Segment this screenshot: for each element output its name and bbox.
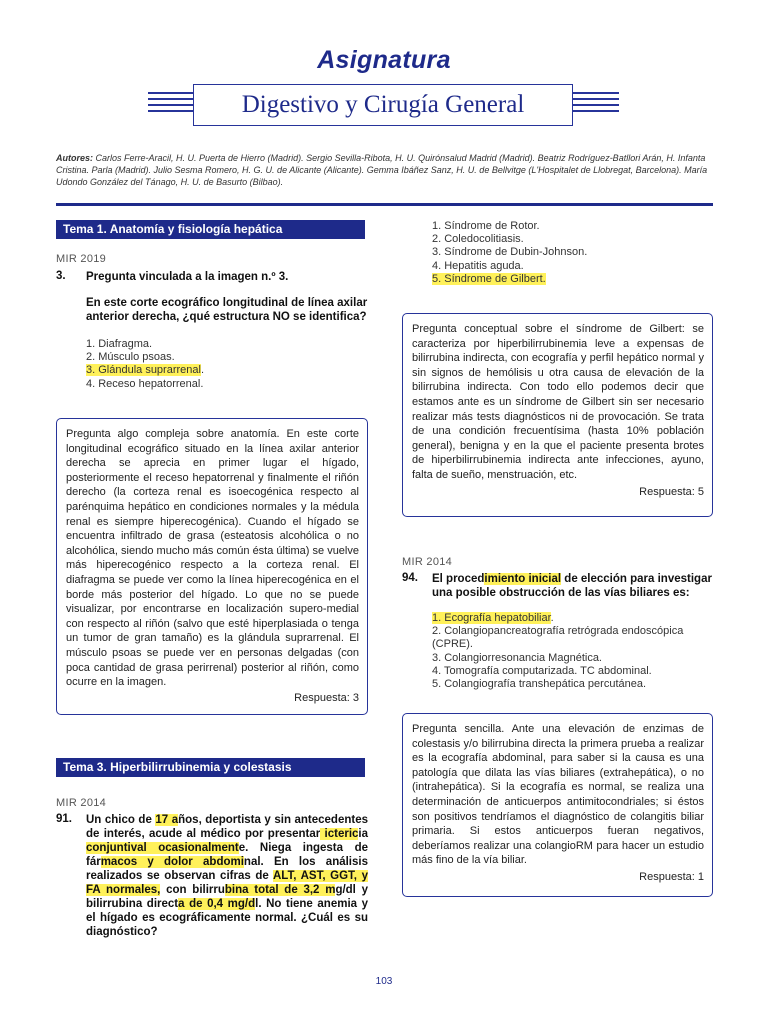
q94-option-1-tail: . (550, 612, 554, 624)
page-number: 103 (375, 976, 393, 987)
q94-answer: Respuesta: 1 (639, 871, 704, 884)
q91-answer: Respuesta: 5 (639, 486, 704, 499)
q91-number: 91. (56, 813, 72, 825)
q3-stem: En este corte ecográfico longitudinal de línea axilar anterior derecha, ¿qué estructura NO se identifica? (86, 297, 368, 323)
q91-source: MIR 2014 (56, 797, 107, 809)
q3-option-3-tail: . (200, 364, 205, 377)
q91-options (432, 220, 712, 286)
q91-explanation: Pregunta conceptual sobre el síndrome de Gilbert: se caracteriza por hiperbilirrubinemia leve a expensas de bilirrubina indirecta, con ecografía y perfil hepático normal y sin signos de hemólisis u otra causa de elevación de la bilirrubina indirecta. Con todo ello podemos decir que estamos ante es un síndrome de Gilbert sin ser necesario realizar más tests diagnósticos ni de provocación. Se trata de una condición frecuentísima (hasta 10% población general), benigna y en la que el paciente presenta brotes de hiperbilirrubinemia indirecta ante infecciones, ayuno, falta de sueño, menstruación, etc. (412, 323, 704, 481)
q94-number: 94. (402, 572, 418, 584)
q94-option-1-highlight: 1. Ecografía hepatobiliar (432, 612, 551, 624)
section-tema3: Tema 3. Hiperbilirrubinemia y colestasis (56, 758, 365, 777)
authors-label: Autores: (56, 153, 94, 163)
q91-option-1: 1. Síndrome de Rotor. (432, 220, 540, 232)
q94-explanation: Pregunta sencilla. Ante una elevación de enzimas de colestasis y/o bilirrubina directa la primera prueba a realizar es la ecografía abdominal, para saber si la causa es una patología que dilata las vías biliares (extrahepática), o no (intrahepática). Si la ecografía es normal, se realiza una determinación de anticuerpos antimitocondriales; si éstos son positivos tendríamos el diagnóstico de colangitis biliar primaria. Si estos anticuerpos fueran negativos, deberíamos realizar una colangioRM para hacer un estudio más fino de la vía biliar. (412, 723, 704, 867)
header-decor-left (148, 92, 196, 118)
q3-explanation: Pregunta algo compleja sobre anatomía. En este corte longitudinal ecográfico situado en la línea axilar anterior derecha se aprecia en primer lugar el hígado, posteriormente el receso hepatorrenal y finalmente el riñón derecho (la corteza renal es isoecogénica respecto al parénquima hepático en condiciones normales y la médula renal es siempre hiperecogénica). Cuando el hígado se encuentra infiltrado de grasa (esteatosis alcohólica o no alcohólica, siendo mucho más común ésta última) se vuelve más hiperecogénico respecto a la corteza renal. El diafragma se puede ver como la línea hiperecogénica en el borde más posterior del hígado. Lo que no se puede visualizar, por encontrarse en localización supero-medial con respecto al riñón (salvo que esté hiperplasiada o tenga un tumor de gran tamaño) es la glándula suprarrenal. El músculo psoas se puede ver en personas delgadas (con poca cantidad de grasa perirrenal) posterior al riñón, como ocurre en la imagen. (66, 428, 359, 689)
q94-option-2: 2. Colangiopancreatografía retrógrada endoscópica (CPRE). (432, 625, 684, 651)
q3-option-2: 2. Músculo psoas. (86, 351, 175, 364)
subject-title-box (193, 84, 573, 126)
authors (56, 152, 716, 188)
q94-options (432, 612, 714, 691)
q91-option-5-highlight: 5. Síndrome de Gilbert. (432, 272, 546, 285)
q91-stem: Un chico de 17 años, deportista y sin antecedentes de interés, acude al médico por presentar ictericia conjuntival ocasionalmente. Niega ingesta de fármacos y dolor abdominal. En los análisis realizados se observan cifras de ALT, AST, GGT, y FA normales, con bilirrubina total de 3,2 mg/dl y bilirrubina directa de 0,4 mg/dl. No tiene anemia y el hígado es ecográficamente normal. ¿Cuál es su diagnóstico? (86, 814, 369, 938)
q3-options (86, 338, 366, 391)
q3-option-4: 4. Receso hepatorrenal. (86, 377, 204, 390)
q3-option-3 (86, 364, 366, 377)
q3-answer: Respuesta: 3 (294, 692, 359, 705)
q91-option-2: 2. Coledocolitiasis. (432, 233, 524, 246)
q91-option-4: 4. Hepatitis aguda. (432, 259, 524, 272)
q94-source: MIR 2014 (402, 556, 453, 568)
q94-explanation-box (402, 713, 713, 897)
q3-number: 3. (56, 270, 66, 282)
authors-text: Carlos Ferre-Aracil, H. U. Puerta de Hierro (Madrid). Sergio Sevilla-Ribota, H. U. Quirónsalud Madrid (Madrid). Beatriz Rodríguez-Batllori Arán, H. Infanta Cristina. Parla (Madrid). Julio Sesma Romero, H. G. U. de Alicante (Alicante). Gemma Ibáñez Sanz, H. U. de Bellvitge (L'Hospitalet de Llobregat, Barcelona). María Udondo González del Tánago, H. U. de Basurto (Bilbao). (56, 153, 708, 187)
subject-name: Digestivo y Cirugía General (241, 91, 525, 118)
q3-line1: Pregunta vinculada a la imagen n.º 3. (86, 271, 289, 283)
q91-option-5 (432, 273, 712, 286)
q91-explanation-box (402, 313, 713, 517)
q3-explanation-box (56, 418, 368, 715)
q3-source: MIR 2019 (56, 253, 107, 265)
q3-option-3-highlight: 3. Glándula suprarrenal (86, 364, 201, 377)
q94-option-4: 4. Tomografía computarizada. TC abdominal. (432, 664, 652, 677)
q94-option-1 (432, 612, 714, 625)
q94-stem: El procedimiento inicial de elección para investigar una posible obstrucción de las vías biliares es: (432, 573, 712, 599)
section-tema1: Tema 1. Anatomía y fisiología hepática (56, 220, 365, 239)
q94-option-5: 5. Colangiografía transhepática percutánea. (432, 678, 647, 691)
subject-kind-title: Asignatura (317, 46, 451, 74)
q94-option-3: 3. Colangiorresonancia Magnética. (432, 651, 602, 664)
header-decor-right (571, 92, 619, 118)
q3-option-1: 1. Diafragma. (86, 338, 153, 350)
q91-option-3: 3. Síndrome de Dubin-Johnson. (432, 246, 588, 259)
header-rule (56, 203, 713, 206)
